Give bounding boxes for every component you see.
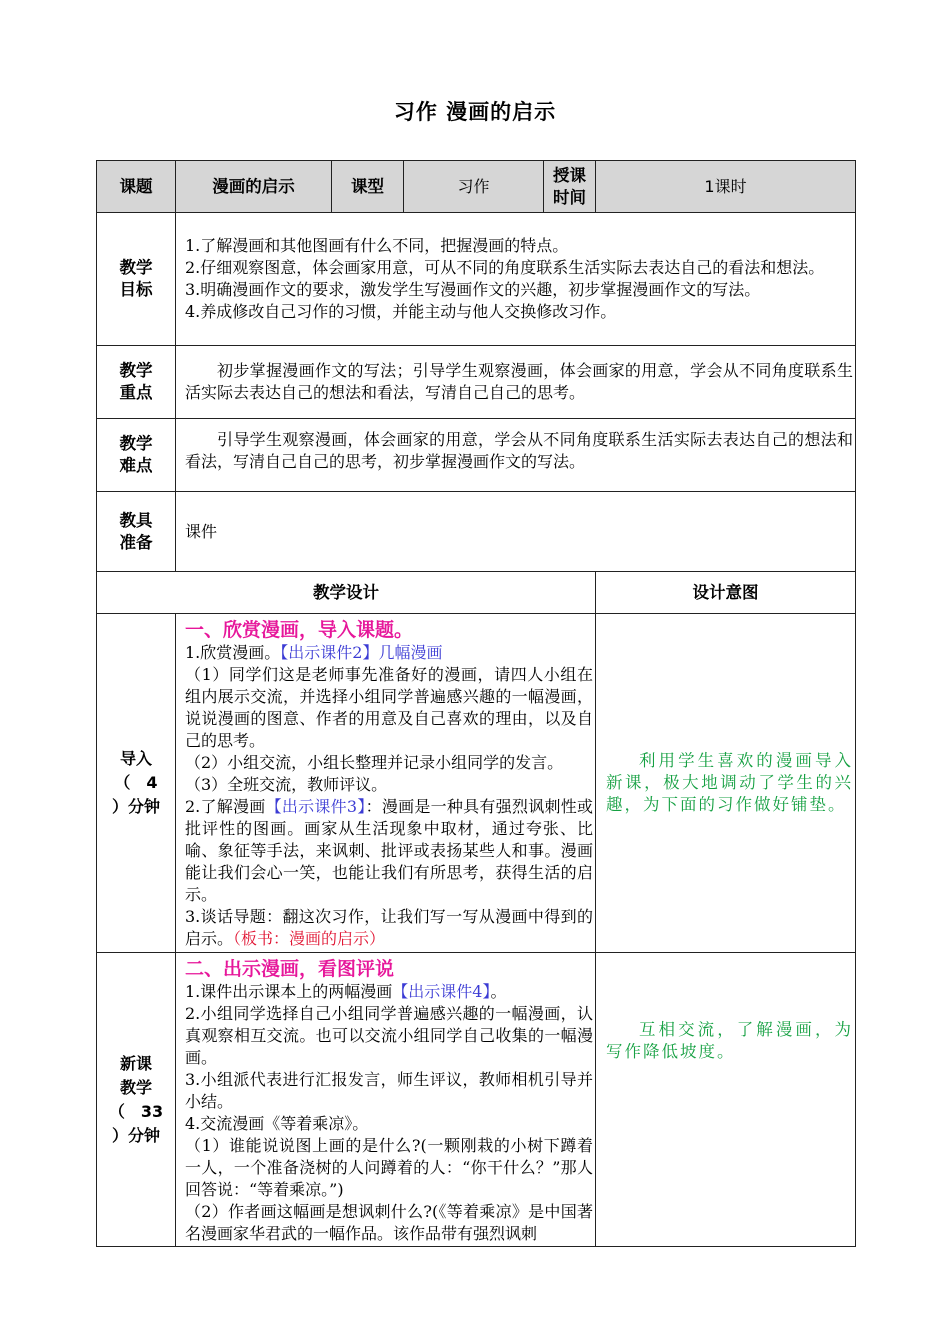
key-points-content: 初步掌握漫画作文的写法；引导学生观察漫画，体会画家的用意，学会从不同角度联系生活实际去表达自己的想法和看法，写清自己自己的思考。 (176, 346, 856, 419)
new-lesson-line-1: 1.课件出示课本上的两幅漫画【出示课件4】。 (185, 982, 507, 1001)
intro-line-1: 1.欣赏漫画。【出示课件2】几幅漫画 (185, 643, 443, 662)
intro-paragraph: （1）同学们这是老师事先准备好的漫画，请四人小组在组内展示交流，并选择小组同学普遍感兴趣的一幅漫画，说说漫画的图意、作者的用意及自己喜欢的理由，以及自己的思考。 (185, 665, 593, 750)
topic-label: 课题 (97, 161, 176, 213)
objectives-row (97, 213, 856, 346)
new-lesson-heading: 二、出示漫画，看图评说 (185, 958, 395, 980)
difficulties-row (97, 419, 856, 492)
intro-intent: 利用学生喜欢的漫画导入新课，极大地调动了学生的兴趣，为下面的习作做好铺垫。 (596, 614, 856, 953)
courseware-link: 【出示课件2】几幅漫画 (280, 643, 443, 662)
board-note: （板书：漫画的启示） (233, 929, 386, 948)
intro-line-2: 2.了解漫画【出示课件3】：漫画是一种具有强烈讽刺性或批评性的图画。画家从生活现象中取材，通过夸张、比喻、象征等手法，来讽刺、批评或表扬某些人和事。漫画能让我们会心一笑，也能让我们有所思考，获得生活的启示。 (185, 797, 593, 904)
new-lesson-line-2: 2.小组同学选择自己小组同学普遍感兴趣的一幅漫画，认真观察相互交流。也可以交流小组同学自己收集的一幅漫画。 (185, 1004, 593, 1067)
tools-content: 课件 (176, 492, 856, 572)
difficulties-content: 引导学生观察漫画，体会画家的用意，学会从不同角度联系生活实际去表达自己的想法和看法，写清自己自己的思考，初步掌握漫画作文的写法。 (176, 419, 856, 492)
objectives-content (176, 213, 856, 346)
new-lesson-paragraph: （1）谁能说说图上画的是什么?(一颗刚栽的小树下蹲着一人，一个准备浇树的人问蹲着的人：“你干什么？”那人回答说：“等着乘凉。”) (185, 1136, 593, 1199)
objective-item: 2.仔细观察图意，体会画家用意，可从不同的角度联系生活实际去表达自己的看法和想法。 (185, 258, 825, 277)
intro-content (176, 614, 596, 953)
new-lesson-line-4: 4.交流漫画《等着乘凉》。 (185, 1114, 369, 1133)
intro-stage-label: 导入 （ 4 ）分钟 (97, 614, 176, 953)
type-value: 习作 (404, 161, 544, 213)
objective-item: 4.养成修改自己习作的习惯，并能主动与他人交换修改习作。 (185, 302, 617, 321)
courseware-link: 【出示课件3】 (265, 797, 366, 816)
info-row (97, 161, 856, 213)
key-points-label: 教学 重点 (97, 346, 176, 419)
intro-paragraph: （3）全班交流，教师评议。 (185, 775, 388, 794)
new-lesson-line-3: 3.小组派代表进行汇报发言，师生评议，教师相机引导并小结。 (185, 1070, 593, 1111)
objective-item: 1.了解漫画和其他图画有什么不同，把握漫画的特点。 (185, 236, 569, 255)
tools-row (97, 492, 856, 572)
time-value: 1课时 (596, 161, 856, 213)
type-label: 课型 (332, 161, 404, 213)
intro-heading: 一、欣赏漫画，导入课题。 (185, 619, 414, 641)
new-lesson-content (176, 953, 596, 1247)
page-title: 习作 漫画的启示 (393, 100, 557, 124)
tools-label: 教具 准备 (97, 492, 176, 572)
new-lesson-paragraph: （2）作者画这幅画是想讽刺什么?(《等着乘凉》是中国著名漫画家华君武的一幅作品。该作品带有强烈讽刺 (185, 1202, 593, 1243)
intro-line-3: 3.谈话导题：翻这次习作，让我们写一写从漫画中得到的启示。（板书：漫画的启示） (185, 907, 593, 948)
topic-value: 漫画的启示 (176, 161, 332, 213)
key-points-row (97, 346, 856, 419)
courseware-link: 【出示课件4】 (392, 982, 491, 1001)
intro-row (97, 614, 856, 953)
objectives-label: 教学 目标 (97, 213, 176, 346)
intent-header: 设计意图 (596, 572, 856, 614)
design-header: 教学设计 (97, 572, 596, 614)
new-lesson-intent: 互相交流，了解漫画，为写作降低坡度。 (596, 953, 856, 1247)
difficulties-label: 教学 难点 (97, 419, 176, 492)
design-header-row (97, 572, 856, 614)
intro-paragraph: （2）小组交流，小组长整理并记录小组同学的发言。 (185, 753, 564, 772)
new-lesson-row (97, 953, 856, 1247)
time-label: 授课 时间 (544, 161, 596, 213)
lesson-plan-table (96, 160, 856, 1247)
objective-item: 3.明确漫画作文的要求，激发学生写漫画作文的兴趣，初步掌握漫画作文的写法。 (185, 280, 761, 299)
new-lesson-stage-label: 新课 教学 （ 33 ）分钟 (97, 953, 176, 1247)
